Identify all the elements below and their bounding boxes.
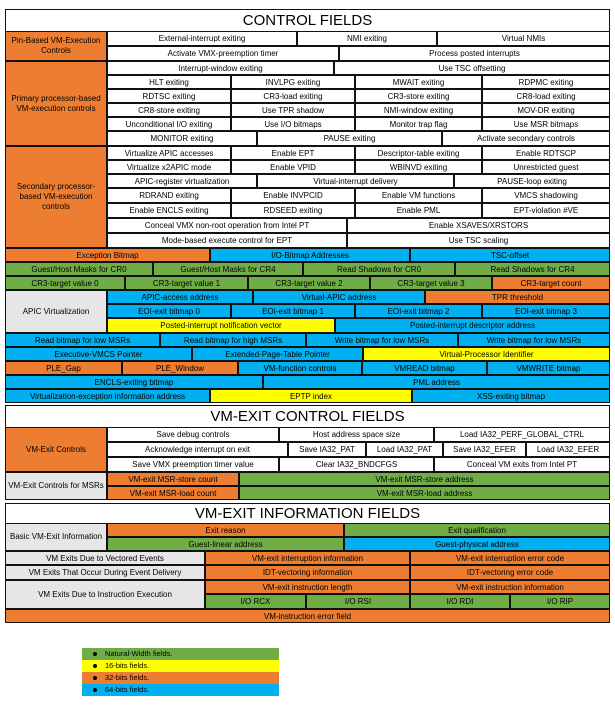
cr3-target-value-field: CR3-target value 1 [125, 276, 248, 290]
vmexit-control-cell: Load IA32_PERF_GLOBAL_CTRL [434, 427, 610, 442]
vmexit-control-cell: Load IA32_PAT [366, 442, 443, 457]
instruction-info-field: VM-exit instruction information [410, 580, 610, 594]
posted-interrupt-vector-field: Posted-interrupt notification vector [107, 318, 335, 333]
secondary-cell: Use TSC scaling [347, 233, 610, 248]
encls-exiting-bitmap-field: ENCLS-exiting bitmap [5, 375, 263, 389]
secondary-cell: WBINVD exiting [355, 160, 482, 174]
vpid-field: Virtual-Processor Identifier [363, 347, 610, 361]
guest-host-mask-cr4-field: Guest/Host Masks for CR4 [153, 262, 303, 276]
pml-address-field: PML address [263, 375, 610, 389]
legend-64-bit [82, 684, 279, 696]
vmexit-control-cell: Save VMX preemption timer value [107, 457, 279, 472]
primary-cell: Activate secondary controls [442, 131, 610, 146]
pin-cell: Activate VMX-preemption timer [107, 46, 339, 61]
legend [82, 648, 279, 696]
primary-cell: Use I/O bitmaps [231, 117, 355, 131]
secondary-cell: Enable RDTSCP [482, 146, 610, 160]
vmexit-control-cell: Acknowledge interrupt on exit [107, 442, 288, 457]
legend-label: 16-bits fields. [105, 661, 150, 670]
guest-linear-address-field: Guest-linear address [107, 537, 344, 551]
ple-window-field: PLE_Window [122, 361, 238, 375]
eptp-index-field: EPTP index [210, 389, 412, 403]
vmexit-msr-load-count-field: VM-exit MSR-load count [107, 486, 239, 500]
pin-based-label: Pin-Based VM-Execution Controls [5, 31, 107, 61]
exception-bitmap-field: Exception Bitmap [5, 248, 210, 262]
io-rcx-field: I/O RCX [205, 594, 306, 609]
vmexit-msr-controls-label: VM-Exit Controls for MSRs [5, 472, 107, 500]
primary-cell: RDTSC exiting [107, 89, 231, 103]
virtual-apic-address-field: Virtual-APIC address [253, 290, 425, 304]
pin-cell: External-interrupt exiting [107, 31, 297, 46]
tpr-threshold-field: TPR threshold [425, 290, 610, 304]
vmexit-control-cell: Save debug controls [107, 427, 279, 442]
legend-natural-width [82, 648, 279, 660]
msr-bitmap-field: Read bitmap for low MSRs [5, 333, 160, 347]
secondary-cell: Enable VPID [231, 160, 355, 174]
vmwrite-bitmap-field: VMWRITE bitmap [487, 361, 610, 375]
tsc-offset-field: TSC-offset [410, 248, 610, 262]
secondary-cell: Enable PML [355, 203, 482, 218]
primary-cell: CR3-load exiting [231, 89, 355, 103]
vmread-bitmap-field: VMREAD bitmap [362, 361, 487, 375]
vmexit-control-cell: Clear IA32_BNDCFGS [279, 457, 434, 472]
vmexit-controls-label: VM-Exit Controls [5, 427, 107, 472]
io-rsi-field: I/O RSI [306, 594, 410, 609]
secondary-cell: PAUSE-loop exiting [454, 174, 610, 188]
primary-cell: PAUSE exiting [257, 131, 442, 146]
instruction-execution-label: VM Exits Due to Instruction Execution [5, 580, 205, 609]
secondary-cell: Virtualize APIC accesses [107, 146, 231, 160]
idt-vectoring-info-field: IDT-vectoring information [205, 565, 410, 580]
idt-vectoring-error-code-field: IDT-vectoring error code [410, 565, 610, 580]
vmexit-control-cell: Save IA32_PAT [288, 442, 366, 457]
io-bitmap-field: I/O-Bitmap Addresses [210, 248, 410, 262]
legend-32-bit [82, 672, 279, 684]
pin-cell: Process posted interrupts [339, 46, 610, 61]
pin-cell: NMI exiting [297, 31, 437, 46]
secondary-cell: Mode-based execute control for EPT [107, 233, 347, 248]
cr3-target-value-field: CR3-target value 0 [5, 276, 125, 290]
apic-access-address-field: APIC-access address [107, 290, 253, 304]
vmexit-control-cell: Load IA32_EFER [526, 442, 610, 457]
secondary-cell: Enable EPT [231, 146, 355, 160]
vmexit-control-fields-heading: VM-EXIT CONTROL FIELDS [5, 405, 610, 427]
exit-reason-field: Exit reason [107, 523, 344, 537]
primary-controls-label: Primary processor-based VM-execution controls [5, 61, 107, 146]
secondary-cell: EPT-violation #VE [482, 203, 610, 218]
secondary-cell: APIC-register virtualization [107, 174, 257, 188]
secondary-cell: Enable VM functions [355, 188, 482, 203]
primary-cell: CR3-store exiting [355, 89, 482, 103]
secondary-controls-label: Secondary processor-based VM-execution controls [5, 146, 107, 248]
secondary-cell: Enable INVPCID [231, 188, 355, 203]
io-rip-field: I/O RIP [510, 594, 610, 609]
primary-cell: RDPMC exiting [482, 75, 610, 89]
primary-cell: HLT exiting [107, 75, 231, 89]
eoi-exit-bitmap-field: EOI-exit bitmap 3 [482, 304, 610, 318]
secondary-cell: Descriptor-table exiting [355, 146, 482, 160]
msr-bitmap-field: Read bitmap for high MSRs [160, 333, 306, 347]
secondary-cell: Enable XSAVES/XRSTORS [347, 218, 610, 233]
legend-label: Natural-Width fields. [105, 649, 173, 658]
msr-bitmap-field: Write bitmap for low MSRs [458, 333, 610, 347]
apic-virtualization-label: APIC Virtualization [5, 290, 107, 333]
instruction-length-field: VM-exit instruction length [205, 580, 410, 594]
eoi-exit-bitmap-field: EOI-exit bitmap 0 [107, 304, 231, 318]
primary-cell: Interrupt-window exiting [107, 61, 334, 75]
eoi-exit-bitmap-field: EOI-exit bitmap 1 [231, 304, 355, 318]
primary-cell: MOV-DR exiting [482, 103, 610, 117]
ept-pointer-field: Extended-Page-Table Pointer [192, 347, 363, 361]
eoi-exit-bitmap-field: EOI-exit bitmap 2 [355, 304, 482, 318]
posted-interrupt-descriptor-field: Posted-interrupt descriptor address [335, 318, 610, 333]
legend-16-bit [82, 660, 279, 672]
primary-cell: INVLPG exiting [231, 75, 355, 89]
pin-cell: Virtual NMIs [437, 31, 610, 46]
read-shadow-cr0-field: Read Shadows for CR0 [303, 262, 455, 276]
guest-physical-address-field: Guest-physical address [344, 537, 610, 551]
secondary-cell: Virtual-interrupt delivery [257, 174, 454, 188]
vmexit-info-fields-heading: VM-EXIT INFORMATION FIELDS [5, 503, 610, 523]
interruption-info-field: VM-exit interruption information [205, 551, 410, 565]
bullet-icon [93, 664, 97, 668]
exit-qualification-field: Exit qualification [344, 523, 610, 537]
vmexit-msr-load-address-field: VM-exit MSR-load address [239, 486, 610, 500]
control-fields-heading: CONTROL FIELDS [5, 9, 610, 31]
vm-function-controls-field: VM-function controls [238, 361, 362, 375]
primary-cell: Monitor trap flag [355, 117, 482, 131]
ve-info-address-field: Virtualization-exception information address [5, 389, 210, 403]
bullet-icon [93, 652, 97, 656]
secondary-cell: RDRAND exiting [107, 188, 231, 203]
secondary-cell: VMCS shadowing [482, 188, 610, 203]
secondary-cell: Unrestricted guest [482, 160, 610, 174]
guest-host-mask-cr0-field: Guest/Host Masks for CR0 [5, 262, 153, 276]
interruption-error-code-field: VM-exit interruption error code [410, 551, 610, 565]
primary-cell: Use MSR bitmaps [482, 117, 610, 131]
xss-exiting-bitmap-field: XSS-exiting bitmap [412, 389, 610, 403]
legend-label: 32-bits fields. [105, 673, 150, 682]
legend-label: 64-bits fields. [105, 685, 150, 694]
vmexit-control-cell: Save IA32_EFER [443, 442, 526, 457]
primary-cell: Unconditional I/O exiting [107, 117, 231, 131]
read-shadow-cr4-field: Read Shadows for CR4 [455, 262, 610, 276]
secondary-cell: RDSEED exiting [231, 203, 355, 218]
executive-vmcs-pointer-field: Executive-VMCS Pointer [5, 347, 192, 361]
basic-vmexit-info-label: Basic VM-Exit Information [5, 523, 107, 551]
secondary-cell: Virtualize x2APIC mode [107, 160, 231, 174]
secondary-cell: Enable ENCLS exiting [107, 203, 231, 218]
bullet-icon [93, 676, 97, 680]
io-rdi-field: I/O RDI [410, 594, 510, 609]
secondary-cell: Conceal VMX non-root operation from Intel PT [107, 218, 347, 233]
primary-cell: MWAIT exiting [355, 75, 482, 89]
primary-cell: MONITOR exiting [107, 131, 257, 146]
msr-bitmap-field: Write bitmap for low MSRs [306, 333, 458, 347]
vmexit-control-cell: Host address space size [279, 427, 434, 442]
primary-cell: NMI-window exiting [355, 103, 482, 117]
cr3-target-value-field: CR3-target value 2 [248, 276, 370, 290]
primary-cell: Use TPR shadow [231, 103, 355, 117]
primary-cell: CR8-load exiting [482, 89, 610, 103]
vectored-events-label: VM Exits Due to Vectored Events [5, 551, 205, 565]
vmexit-msr-store-address-field: VM-exit MSR-store address [239, 472, 610, 486]
primary-cell: Use TSC offsetting [334, 61, 610, 75]
vmexit-msr-store-count-field: VM-exit MSR-store count [107, 472, 239, 486]
primary-cell: CR8-store exiting [107, 103, 231, 117]
vm-instruction-error-field: VM-instruction error field [5, 609, 610, 623]
cr3-target-count-field: CR3-target count [492, 276, 610, 290]
vmexit-control-cell: Conceal VM exits from Intel PT [434, 457, 610, 472]
event-delivery-label: VM Exits That Occur During Event Delivery [5, 565, 205, 580]
cr3-target-value-field: CR3-target value 3 [370, 276, 492, 290]
bullet-icon [93, 688, 97, 692]
ple-gap-field: PLE_Gap [5, 361, 122, 375]
